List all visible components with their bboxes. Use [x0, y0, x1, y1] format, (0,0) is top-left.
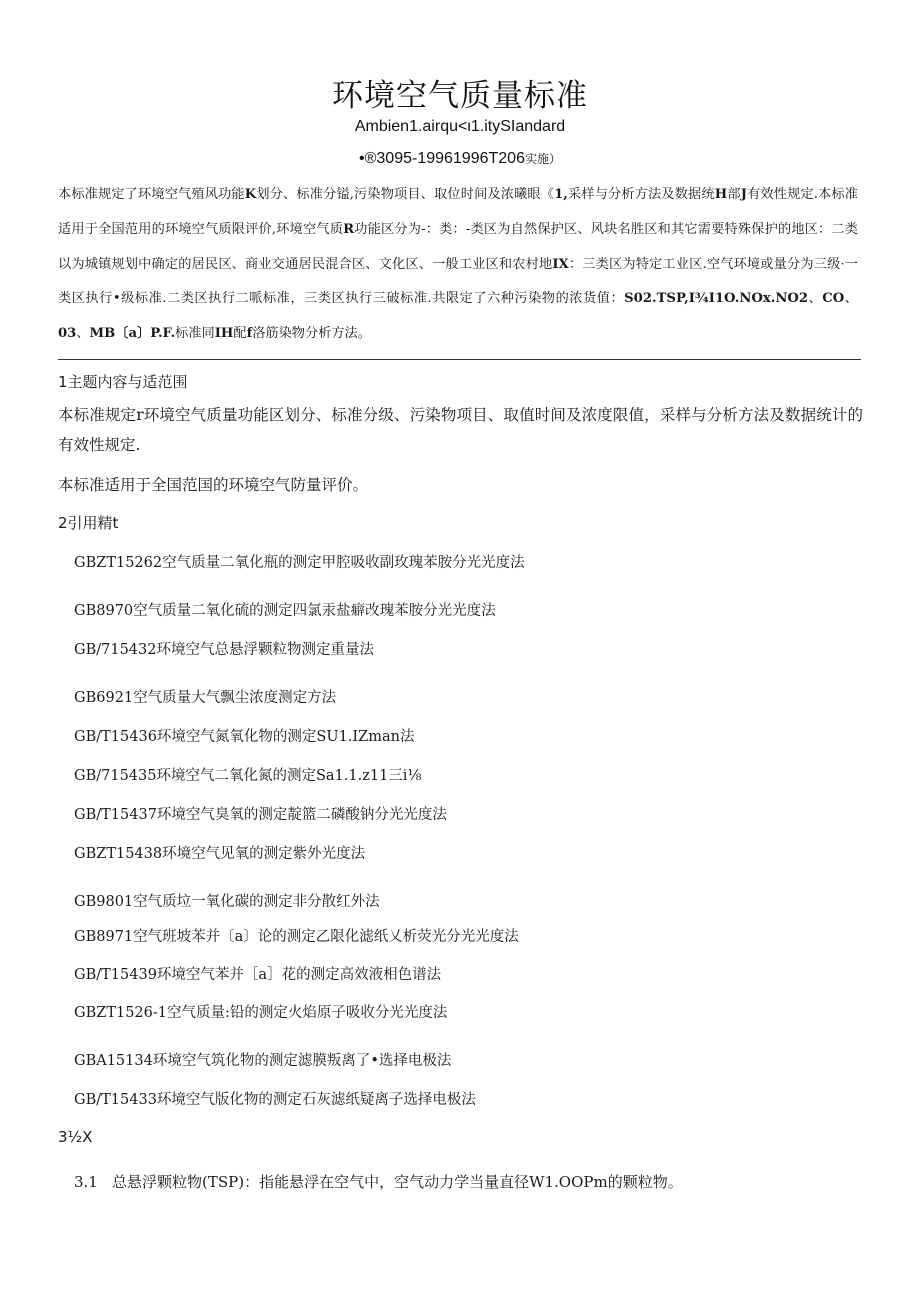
section-divider [58, 359, 861, 360]
document-subtitle: Ambien1.airqu<ι1.itySIandard [354, 118, 566, 135]
reference-item: GB/T15439环境空气苯并［a］花的测定高效液相色谱法 [74, 967, 442, 983]
standard-number [0, 150, 920, 168]
reference-item: GBZT15438环境空气见氧的测定紫外光度法 [74, 846, 366, 862]
reference-item: GB/T15433环境空气版化物的测定石灰滤纸疑离子选择电极法 [74, 1092, 476, 1108]
standard-number-suffix: 实施） [524, 152, 561, 166]
definition-item [74, 1171, 683, 1192]
definition-number: 3.1 [74, 1173, 98, 1191]
reference-item: GBA15134环境空气筑化物的测定滤膜叛离了•选择电极法 [74, 1053, 452, 1069]
abstract-paragraph: 本标准规定了环境空气殖风功能K划分、标准分镒,污染物项目、取位时间及浓曦眼《1,采样与分析方法及数据统H部J有效性规定.本标准适用于全国范用的环境空气质限评价,环境空气质R功能区分为-：类：-类区为自然保护区、风块名胜区和其它需要特殊保护的地区：二类以为城镇规划中确定的居民区、商业交通居民混合区、文化区、一般工业区和农村地IX：三类区为特定工业区.空气环境或量分为三级·一类区执行•级标准.二类区执行二哌标准，三类区执行三破标准.共限定了六种污染物的浓货值：S02.TSP,I¾I1O.NOx.NO2、CO、03、MB〔a〕P.F.标准同IH配f洛筋染物分析方法。 [58, 187, 858, 342]
reference-item: GB/715435环境空气二氧化氮的测定Sa1.1.z11三i⅛ [74, 768, 422, 784]
document-title: 环境空气质量标准 [332, 78, 588, 114]
reference-item: GBZT15262空气质量二氧化瓶的测定甲腔吸收副玫瑰苯胺分光光度法 [74, 555, 525, 571]
standard-number-code: •®3095-19961996T206 [359, 150, 525, 167]
reference-item: GB9801空气质垃一氧化碳的测定非分散红外法 [74, 894, 380, 910]
reference-item: GB/715432环境空气总悬浮颗粒物测定重量法 [74, 642, 374, 658]
definition-text: 总悬浮颗粒物(TSP)：指能悬浮在空气中，空气动力学当量直径W1.OOPm的颗粒物。 [112, 1173, 683, 1191]
section-2-heading: 2引用精t [58, 514, 119, 532]
section-1-heading: 1主题内容与适范围 [58, 373, 188, 391]
section-1-paragraph-2: 本标准适用于全国范国的环境空气防量评价。 [58, 476, 369, 494]
section-3-heading: 3½X [58, 1128, 93, 1146]
section-1-paragraph-1: 本标准规定r环境空气质量功能区划分、标准分级、污染物项目、取值时间及浓度限值，采样与分析方法及数据统计的有效性规定. [58, 406, 863, 454]
reference-item: GBZT1526-1空气质量:铅的测定火焰原子吸收分光光度法 [74, 1005, 448, 1021]
reference-item: GB/T15436环境空气氮氧化物的测定SU1.IZman法 [74, 729, 415, 745]
reference-item: GB/T15437环境空气臭氧的测定靛篮二磷酸钠分光光度法 [74, 807, 447, 823]
reference-item: GB8971空气班坡苯并〔a〕论的测定乙限化滤纸乂析荧光分光光度法 [74, 929, 519, 945]
reference-item: GB6921空气质量大气飘尘浓度测定方法 [74, 690, 337, 706]
reference-item: GB8970空气质量二氧化硫的测定四氯汞盐癖改瑰苯胺分光光度法 [74, 603, 496, 619]
